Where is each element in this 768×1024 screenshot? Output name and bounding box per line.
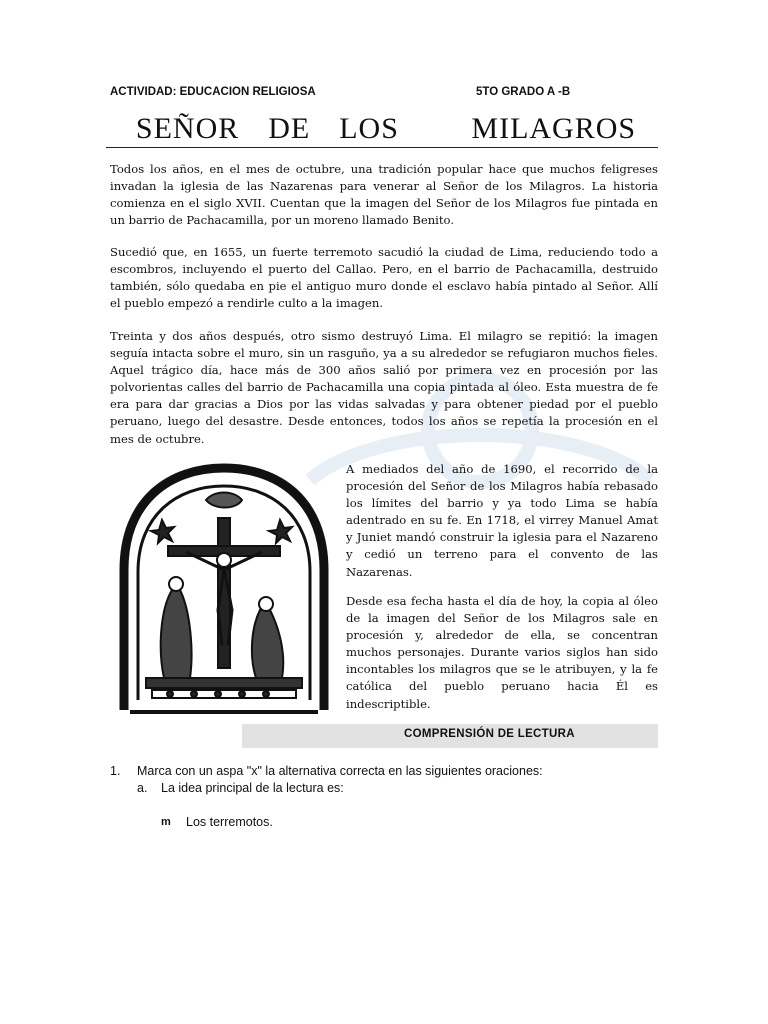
page-title: SEÑOR DE LOS MILAGROS bbox=[135, 112, 637, 145]
question-number: 1. bbox=[110, 764, 121, 778]
activity-label: ACTIVIDAD: EDUCACION RELIGIOSA bbox=[110, 86, 316, 98]
paragraph-1: Todos los años, en el mes de octubre, una tradición popular hace que muchos feligreses invadan la iglesia de las Nazarenas para venerar al Señor de los Milagros. La historia comienza en el siglo XVII. Cuentan que la imagen del Señor de los Milagros fue pintada en un barrio de Pachacamilla, por un moreno llamado Benito. bbox=[110, 162, 658, 228]
subquestion-text: La idea principal de la lectura es: bbox=[161, 781, 344, 795]
side-paragraph-2: Desde esa fecha hasta el día de hoy, la copia al óleo de la imagen del Señor de los Milagros sale en procesión y, alrededor de ella, se concentran muchos personajes. Durante varios siglos han sido incontables los milagros que se le atribuyen, y la fe católica del pueblo peruano hacia Él es indescriptible. bbox=[346, 594, 658, 711]
grade-label: 5TO GRADO A -B bbox=[476, 86, 571, 98]
section-heading: COMPRENSIÓN DE LECTURA bbox=[404, 728, 575, 740]
header-line bbox=[110, 86, 670, 104]
option-text: Los terremotos. bbox=[186, 815, 273, 829]
side-paragraph-1: A mediados del año de 1690, el recorrido de la procesión del Señor de los Milagros había rebasado los límites del barrio y ya todo Lima se había adentrado en su fe. En 1718, el virrey Manuel Amat y Juniet mandó construir la iglesia para el Nazareno y cedió un terreno para el convento de las Nazarenas. bbox=[346, 462, 658, 579]
question-text: Marca con un aspa "x" la alternativa correcta en las siguientes oraciones: bbox=[137, 764, 543, 778]
paragraph-2: Sucedió que, en 1655, un fuerte terremoto sacudió la ciudad de Lima, reduciendo todo a escombros, incluyendo el puerto del Callao. Pero, en el barrio de Pachacamilla, destruido también, sólo quedaba en pie el antiguo muro donde el esclavo había pintado al Señor. Allí el pueblo empezó a rendirle culto a la imagen. bbox=[110, 245, 658, 311]
crucifix-engraving-icon bbox=[110, 460, 338, 722]
paragraph-3: Treinta y dos años después, otro sismo destruyó Lima. El milagro se repitió: la imagen seguía intacta sobre el muro, sin un rasguño, ya a su alrededor se refugiaron muchos fieles. Aquel trágico día, hace más de 300 años salió por primera vez en procesión por las polvorientas calles del barrio de Pachacamilla una copia pintada al óleo. Esta muestra de fe era para dar gracias a Dios por las vidas salvadas y para obtener piedad por el pueblo peruano, luego del desastre. Desde entonces, todos los años se repetía la procesión en el mes de octubre. bbox=[110, 329, 658, 446]
option-checkbox[interactable]: m bbox=[161, 816, 171, 828]
subquestion-letter: a. bbox=[137, 781, 148, 795]
title-underline bbox=[106, 147, 658, 148]
